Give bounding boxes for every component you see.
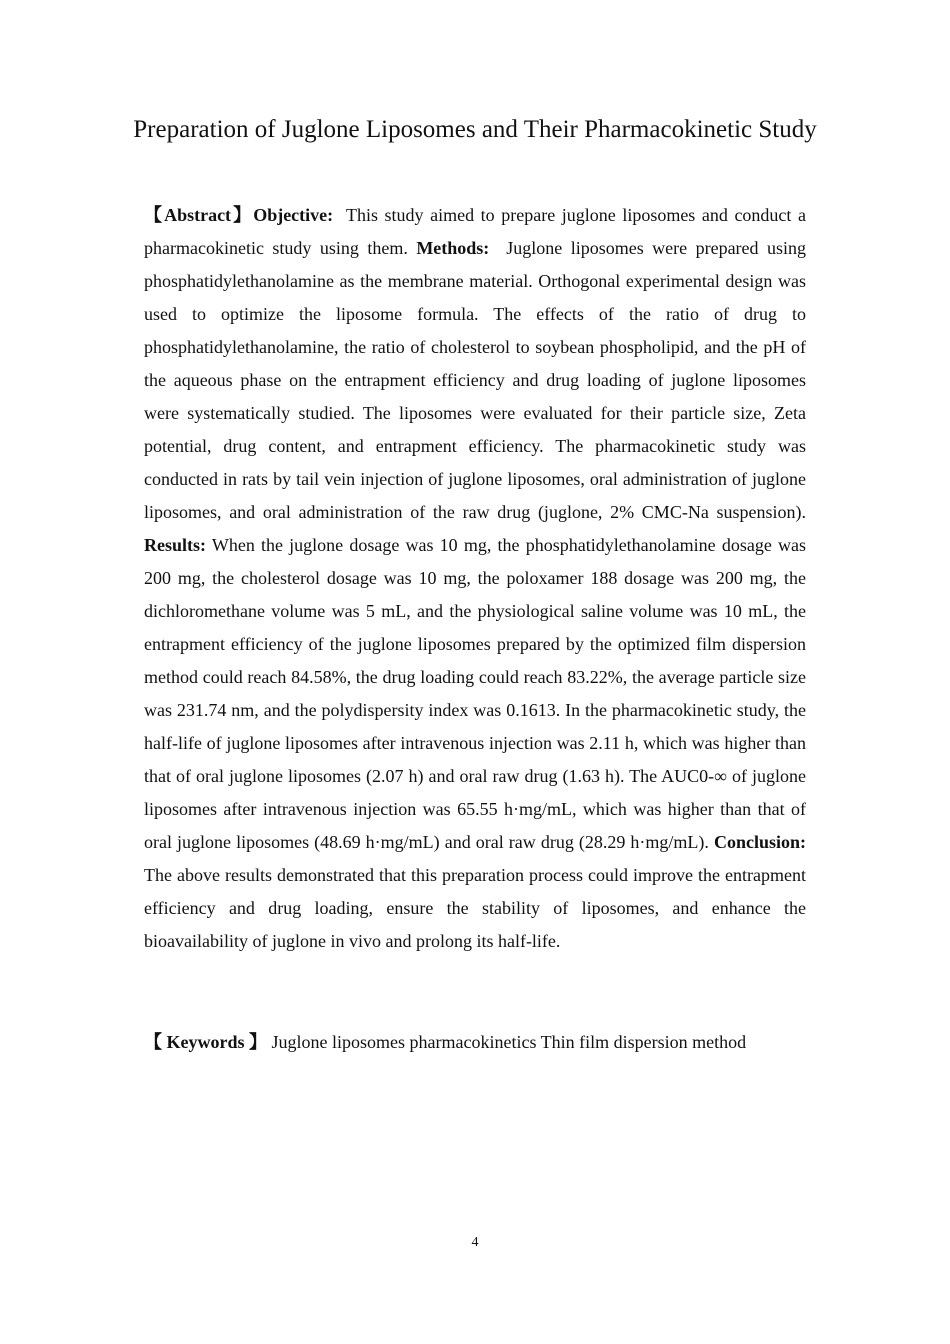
conclusion-label: Conclusion: — [713, 832, 807, 852]
conclusion-text: The above results demonstrated that this preparation process could improve the entrapment efficiency and drug loading, ensure the stability of liposomes, and enhance the bioavailability of juglone in vivo and prolong its half-life. — [144, 865, 806, 951]
methods-label: Methods: — [416, 238, 490, 258]
keyword-item: liposomes — [332, 1032, 406, 1052]
results-label: Results: — [144, 535, 206, 555]
abstract-paragraph — [144, 199, 806, 958]
keywords-paragraph — [144, 1026, 806, 1059]
objective-text: This study aimed to prepare juglone liposomes and conduct a pharmacokinetic study using them. — [144, 205, 806, 258]
results-text: When the juglone dosage was 10 mg, the phosphatidylethanolamine dosage was 200 mg, the cholesterol dosage was 10 mg, the poloxamer 188 dosage was 200 mg, the dichloromethane volume was 5 mL, and the physiological saline volume was 10 mL, the entrapment efficiency of the juglone liposomes prepared by the optimized film dispersion method could reach 84.58%, the drug loading could reach 83.22%, the average particle size was 231.74 nm, and the polydispersity index was 0.1613. In the pharmacokinetic study, the half-life of juglone liposomes after intravenous injection was 2.11 h, which was higher than that of oral juglone liposomes (2.07 h) and oral raw drug (1.63 h). The AUC0-∞ of juglone liposomes after intravenous injection was 65.55 h·mg/mL, which was higher than that of oral juglone liposomes (48.69 h·mg/mL) and oral raw drug (28.29 h·mg/mL). — [144, 535, 806, 852]
keyword-item: pharmacokinetics — [409, 1032, 537, 1052]
keyword-item: Juglone — [271, 1032, 328, 1052]
paper-title: Preparation of Juglone Liposomes and Their Pharmacokinetic Study — [133, 116, 817, 143]
keyword-item: Thin film dispersion method — [540, 1032, 747, 1052]
methods-text: Juglone liposomes were prepared using phosphatidylethanolamine as the membrane material. Orthogonal experimental design was used to optimize the liposome formula. The effects of the ratio of drug to phosphatidylethanolamine, the ratio of cholesterol to soybean phospholipid, and the pH of the aqueous phase on the entrapment efficiency and drug loading of juglone liposomes were systematically studied. The liposomes were evaluated for their particle size, Zeta potential, drug content, and entrapment efficiency. The pharmacokinetic study was conducted in rats by tail vein injection of juglone liposomes, oral administration of juglone liposomes, and oral administration of the raw drug (juglone, 2% CMC-Na suspension). — [144, 238, 807, 522]
abstract-label: 【Abstract】 — [144, 205, 254, 225]
page-number: 4 — [471, 1235, 479, 1250]
keywords-label: 【 Keywords 】 — [144, 1032, 267, 1052]
objective-label: Objective: — [253, 205, 334, 225]
